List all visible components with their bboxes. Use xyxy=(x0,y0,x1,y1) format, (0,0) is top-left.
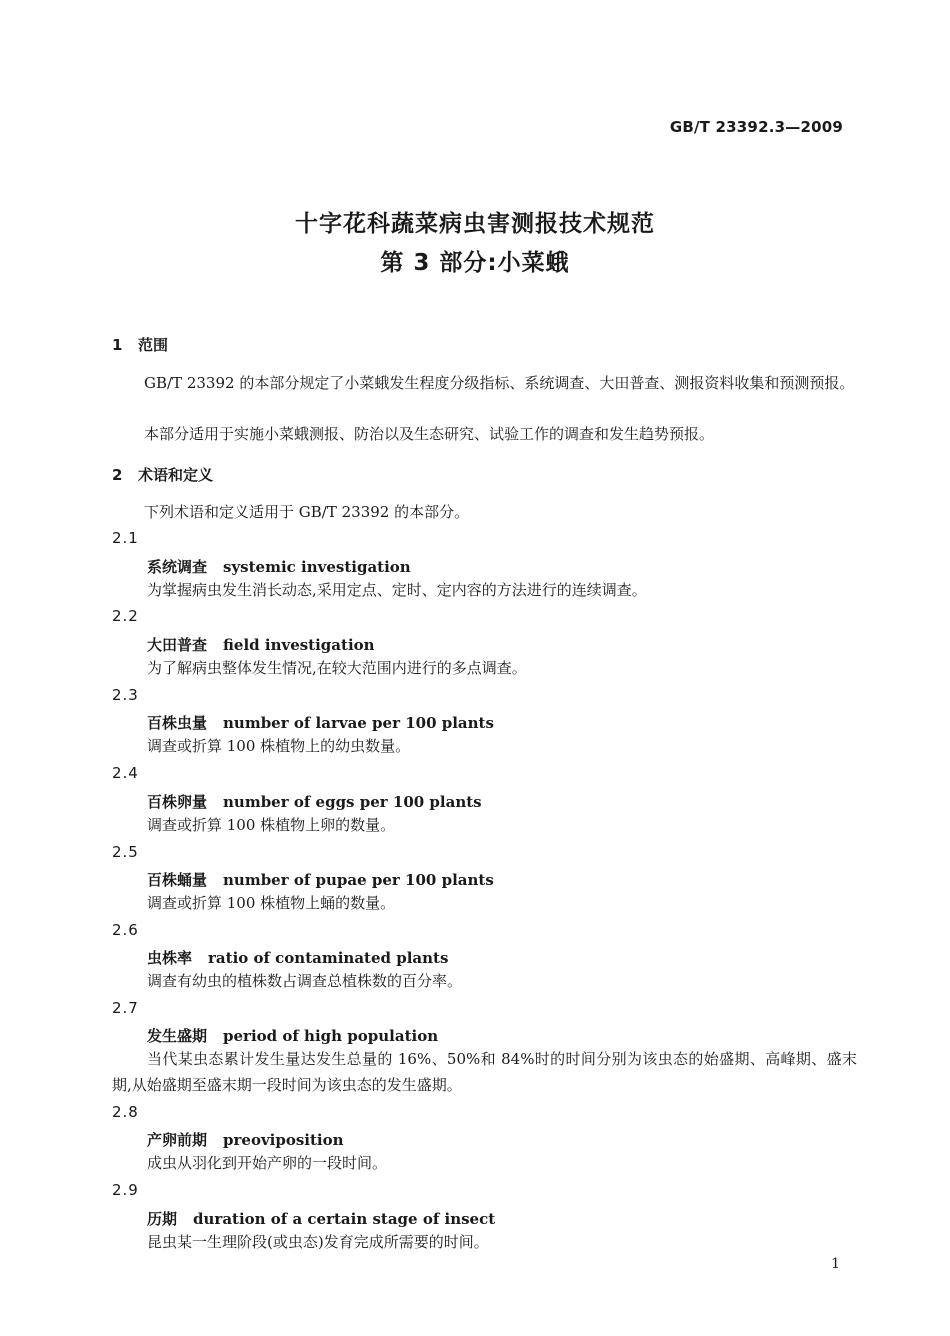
section-title: 范围 xyxy=(138,336,169,354)
document-title: 十字花科蔬菜病虫害测报技术规范 xyxy=(295,211,655,237)
term-definition: 调查有幼虫的植株数占调查总植株数的百分率。 xyxy=(147,972,463,990)
term-zh: 百株卵量 xyxy=(147,793,208,811)
clause-number: 2.9 xyxy=(112,1181,139,1199)
term-entry xyxy=(147,1129,344,1150)
term-zh: 百株虫量 xyxy=(147,714,208,732)
clause-number: 2.4 xyxy=(112,764,139,782)
term-entry xyxy=(147,712,494,733)
term-definition: 为了解病虫整体发生情况,在较大范围内进行的多点调查。 xyxy=(147,659,527,677)
clause-number: 2.7 xyxy=(112,999,139,1017)
section-2-heading xyxy=(112,464,213,485)
clause-number: 2.1 xyxy=(112,529,139,547)
term-definition: 当代某虫态累计发生量达发生总量的 16%、50%和 84%时的时间分别为该虫态的始盛期、高峰期、盛末期,从始盛期至盛末期一段时间为该虫态的发生盛期。 xyxy=(112,1050,857,1094)
term-definition: 昆虫某一生理阶段(或虫态)发育完成所需要的时间。 xyxy=(147,1233,489,1251)
scope-paragraph-1: GB/T 23392 的本部分规定了小菜蛾发生程度分级指标、系统调查、大田普查、测报资料收集和预测预报。 xyxy=(144,374,855,392)
scope-paragraph-2: 本部分适用于实施小菜蛾测报、防治以及生态研究、试验工作的调查和发生趋势预报。 xyxy=(144,425,715,443)
term-zh: 系统调查 xyxy=(147,558,208,576)
section-number: 1 xyxy=(112,336,123,354)
term-zh: 产卵前期 xyxy=(147,1131,208,1149)
term-zh: 发生盛期 xyxy=(147,1027,208,1045)
section-title: 术语和定义 xyxy=(138,466,214,484)
clause-number: 2.6 xyxy=(112,921,139,939)
term-en: number of pupae per 100 plants xyxy=(223,871,494,889)
term-definition: 调查或折算 100 株植物上卵的数量。 xyxy=(147,816,396,834)
clause-number: 2.8 xyxy=(112,1103,139,1121)
term-en: number of eggs per 100 plants xyxy=(223,793,482,811)
term-en: duration of a certain stage of insect xyxy=(193,1210,496,1228)
term-entry xyxy=(147,1025,438,1046)
term-entry xyxy=(147,634,375,655)
terms-intro-paragraph: 下列术语和定义适用于 GB/T 23392 的本部分。 xyxy=(144,503,470,521)
term-en: systemic investigation xyxy=(223,558,411,576)
term-entry xyxy=(147,556,411,577)
clause-number: 2.5 xyxy=(112,843,139,861)
clause-number: 2.2 xyxy=(112,607,139,625)
term-en: ratio of contaminated plants xyxy=(208,949,449,967)
document-subtitle: 第 3 部分:小菜蛾 xyxy=(380,250,570,276)
term-en: field investigation xyxy=(223,636,375,654)
term-entry xyxy=(147,1208,495,1229)
term-definition: 调查或折算 100 株植物上蛹的数量。 xyxy=(147,894,396,912)
standard-code: GB/T 23392.3—2009 xyxy=(669,118,843,136)
term-zh: 虫株率 xyxy=(147,949,193,967)
term-entry xyxy=(147,947,448,968)
term-zh: 历期 xyxy=(147,1210,178,1228)
term-definition: 成虫从羽化到开始产卵的一段时间。 xyxy=(147,1154,388,1172)
term-entry xyxy=(147,791,482,812)
term-en: preoviposition xyxy=(223,1131,344,1149)
page-number: 1 xyxy=(831,1256,840,1272)
term-definition: 调查或折算 100 株植物上的幼虫数量。 xyxy=(147,737,411,755)
term-zh: 大田普查 xyxy=(147,636,208,654)
clause-number: 2.3 xyxy=(112,686,139,704)
term-en: number of larvae per 100 plants xyxy=(223,714,494,732)
term-zh: 百株蛹量 xyxy=(147,871,208,889)
section-1-heading xyxy=(112,334,168,355)
term-entry xyxy=(147,869,494,890)
section-number: 2 xyxy=(112,466,123,484)
term-definition: 为掌握病虫发生消长动态,采用定点、定时、定内容的方法进行的连续调查。 xyxy=(147,581,647,599)
term-en: period of high population xyxy=(223,1027,439,1045)
